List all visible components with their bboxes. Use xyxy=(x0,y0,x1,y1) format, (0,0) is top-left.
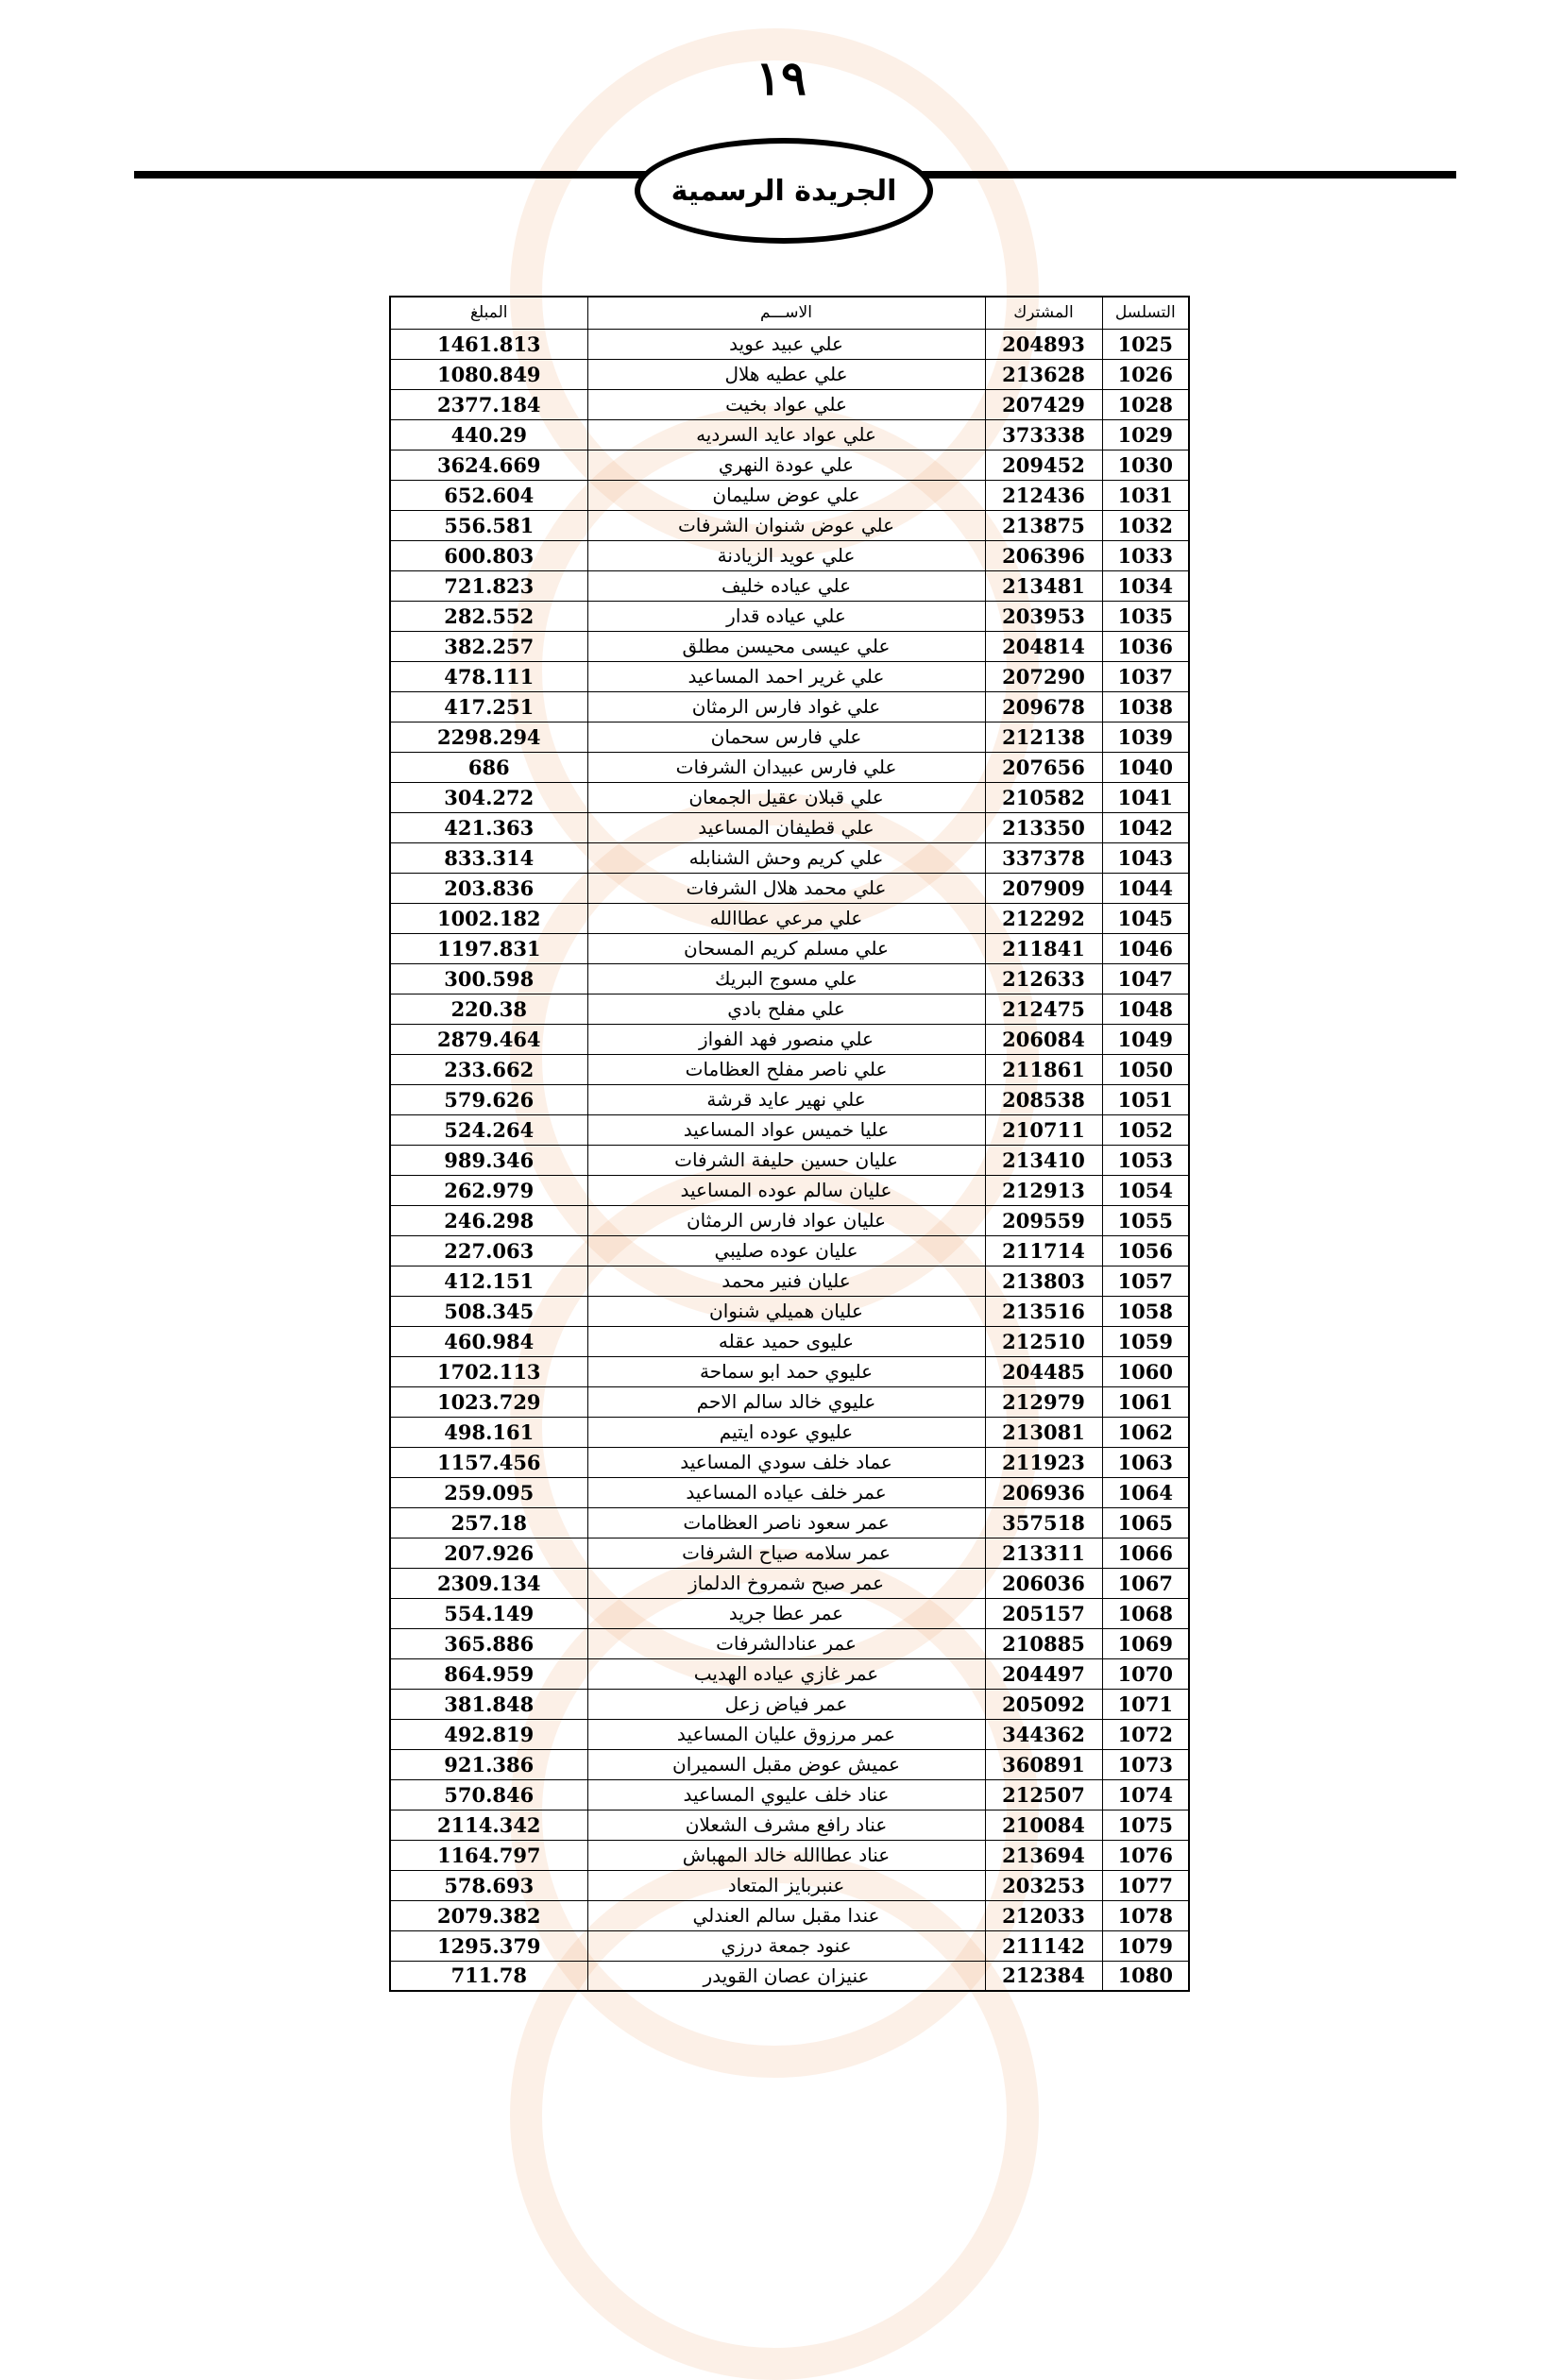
table-row xyxy=(390,1538,1189,1568)
cell-serial: 1064 xyxy=(1102,1477,1189,1507)
cell-subscriber: 204893 xyxy=(985,329,1102,359)
table-row xyxy=(390,1417,1189,1447)
cell-serial: 1028 xyxy=(1102,389,1189,419)
table-header-row xyxy=(390,297,1189,329)
cell-subscriber: 212510 xyxy=(985,1326,1102,1356)
column-header-name: الاســـم xyxy=(587,297,985,329)
cell-name: علي قطيفان المساعيد xyxy=(587,812,985,842)
cell-amount: 300.598 xyxy=(390,963,587,994)
table-row xyxy=(390,419,1189,450)
cell-subscriber: 205157 xyxy=(985,1598,1102,1628)
table-row xyxy=(390,1840,1189,1870)
cell-name: علي عيسى محيسن مطلق xyxy=(587,631,985,661)
cell-name: عليان فنير محمد xyxy=(587,1266,985,1296)
cell-serial: 1066 xyxy=(1102,1538,1189,1568)
cell-serial: 1032 xyxy=(1102,510,1189,540)
cell-serial: 1058 xyxy=(1102,1296,1189,1326)
cell-subscriber: 207909 xyxy=(985,873,1102,903)
cell-name: عمر غازي عياده الهديب xyxy=(587,1658,985,1689)
cell-name: علي قبلان عقيل الجمعان xyxy=(587,782,985,812)
cell-subscriber: 337378 xyxy=(985,842,1102,873)
cell-amount: 246.298 xyxy=(390,1205,587,1235)
cell-serial: 1059 xyxy=(1102,1326,1189,1356)
cell-subscriber: 210582 xyxy=(985,782,1102,812)
cell-amount: 262.979 xyxy=(390,1175,587,1205)
cell-name: علي عواد بخيت xyxy=(587,389,985,419)
cell-name: علي عوض شنوان الشرفات xyxy=(587,510,985,540)
cell-subscriber: 211714 xyxy=(985,1235,1102,1266)
table-row xyxy=(390,1658,1189,1689)
table-row xyxy=(390,1084,1189,1114)
cell-amount: 498.161 xyxy=(390,1417,587,1447)
cell-serial: 1030 xyxy=(1102,450,1189,480)
cell-serial: 1038 xyxy=(1102,691,1189,722)
cell-serial: 1063 xyxy=(1102,1447,1189,1477)
cell-name: علي كريم وحش الشنابله xyxy=(587,842,985,873)
page-number: ١٩ xyxy=(756,50,806,106)
cell-amount: 579.626 xyxy=(390,1084,587,1114)
cell-serial: 1050 xyxy=(1102,1054,1189,1084)
cell-amount: 257.18 xyxy=(390,1507,587,1538)
table-row xyxy=(390,1235,1189,1266)
cell-name: علي نهير عايد قرشة xyxy=(587,1084,985,1114)
cell-amount: 1002.182 xyxy=(390,903,587,933)
cell-amount: 3624.669 xyxy=(390,450,587,480)
cell-amount: 417.251 xyxy=(390,691,587,722)
cell-amount: 508.345 xyxy=(390,1296,587,1326)
cell-name: علي عياده قدار xyxy=(587,601,985,631)
column-header-serial: التسلسل xyxy=(1102,297,1189,329)
cell-serial: 1072 xyxy=(1102,1719,1189,1749)
cell-serial: 1029 xyxy=(1102,419,1189,450)
cell-name: علي غرير احمد المساعيد xyxy=(587,661,985,691)
table-row xyxy=(390,1296,1189,1326)
cell-amount: 1295.379 xyxy=(390,1930,587,1961)
cell-name: عمر عنادالشرفات xyxy=(587,1628,985,1658)
cell-subscriber: 212292 xyxy=(985,903,1102,933)
cell-serial: 1048 xyxy=(1102,994,1189,1024)
table-row xyxy=(390,450,1189,480)
cell-serial: 1065 xyxy=(1102,1507,1189,1538)
table-row xyxy=(390,1175,1189,1205)
cell-subscriber: 212633 xyxy=(985,963,1102,994)
cell-serial: 1053 xyxy=(1102,1145,1189,1175)
cell-amount: 282.552 xyxy=(390,601,587,631)
cell-amount: 1197.831 xyxy=(390,933,587,963)
cell-name: علي عطيه هلال xyxy=(587,359,985,389)
cell-name: علي ناصر مفلح العظامات xyxy=(587,1054,985,1084)
cell-amount: 711.78 xyxy=(390,1961,587,1991)
cell-serial: 1070 xyxy=(1102,1658,1189,1689)
table-row xyxy=(390,540,1189,570)
table-row xyxy=(390,631,1189,661)
cell-serial: 1067 xyxy=(1102,1568,1189,1598)
cell-amount: 382.257 xyxy=(390,631,587,661)
cell-amount: 460.984 xyxy=(390,1326,587,1356)
cell-subscriber: 206396 xyxy=(985,540,1102,570)
table-row xyxy=(390,873,1189,903)
table-row xyxy=(390,1266,1189,1296)
cell-name: عنود جمعة درزي xyxy=(587,1930,985,1961)
table-row xyxy=(390,1870,1189,1900)
cell-amount: 570.846 xyxy=(390,1779,587,1810)
cell-serial: 1037 xyxy=(1102,661,1189,691)
cell-serial: 1076 xyxy=(1102,1840,1189,1870)
cell-serial: 1052 xyxy=(1102,1114,1189,1145)
table-row xyxy=(390,933,1189,963)
table-body xyxy=(390,329,1189,1991)
cell-serial: 1049 xyxy=(1102,1024,1189,1054)
cell-name: عليوي خالد سالم الاحم xyxy=(587,1386,985,1417)
cell-subscriber: 210084 xyxy=(985,1810,1102,1840)
cell-name: عنبربايز المتعاد xyxy=(587,1870,985,1900)
table-row xyxy=(390,691,1189,722)
table-row xyxy=(390,1598,1189,1628)
cell-name: علي مرعي عطاالله xyxy=(587,903,985,933)
cell-amount: 440.29 xyxy=(390,419,587,450)
table-row xyxy=(390,510,1189,540)
cell-amount: 421.363 xyxy=(390,812,587,842)
cell-serial: 1041 xyxy=(1102,782,1189,812)
cell-subscriber: 204497 xyxy=(985,1658,1102,1689)
table-row xyxy=(390,1719,1189,1749)
ledger-table-container xyxy=(389,296,1188,1992)
table-row xyxy=(390,1779,1189,1810)
cell-name: عمر عطا جريد xyxy=(587,1598,985,1628)
cell-subscriber: 211841 xyxy=(985,933,1102,963)
cell-subscriber: 212979 xyxy=(985,1386,1102,1417)
cell-name: عندا مقبل سالم العندلي xyxy=(587,1900,985,1930)
cell-serial: 1062 xyxy=(1102,1417,1189,1447)
table-row xyxy=(390,842,1189,873)
cell-subscriber: 208538 xyxy=(985,1084,1102,1114)
cell-subscriber: 212507 xyxy=(985,1779,1102,1810)
cell-serial: 1074 xyxy=(1102,1779,1189,1810)
table-row xyxy=(390,1568,1189,1598)
cell-amount: 556.581 xyxy=(390,510,587,540)
cell-amount: 2879.464 xyxy=(390,1024,587,1054)
cell-amount: 492.819 xyxy=(390,1719,587,1749)
cell-subscriber: 203253 xyxy=(985,1870,1102,1900)
cell-subscriber: 209678 xyxy=(985,691,1102,722)
cell-serial: 1033 xyxy=(1102,540,1189,570)
cell-amount: 259.095 xyxy=(390,1477,587,1507)
cell-name: علي مفلح بادي xyxy=(587,994,985,1024)
masthead-title: الجريدة الرسمية xyxy=(671,174,897,208)
cell-amount: 600.803 xyxy=(390,540,587,570)
cell-serial: 1077 xyxy=(1102,1870,1189,1900)
table-row xyxy=(390,480,1189,510)
cell-serial: 1025 xyxy=(1102,329,1189,359)
cell-subscriber: 211923 xyxy=(985,1447,1102,1477)
cell-amount: 686 xyxy=(390,752,587,782)
cell-name: عميش عوض مقبل السميران xyxy=(587,1749,985,1779)
cell-subscriber: 207429 xyxy=(985,389,1102,419)
table-row xyxy=(390,1054,1189,1084)
cell-name: علي عوض سليمان xyxy=(587,480,985,510)
cell-amount: 1461.813 xyxy=(390,329,587,359)
table-row xyxy=(390,1447,1189,1477)
cell-subscriber: 210711 xyxy=(985,1114,1102,1145)
table-row xyxy=(390,1628,1189,1658)
cell-name: علي فارس سحمان xyxy=(587,722,985,752)
cell-subscriber: 212138 xyxy=(985,722,1102,752)
table-row xyxy=(390,903,1189,933)
cell-amount: 1164.797 xyxy=(390,1840,587,1870)
cell-name: علي عبيد عويد xyxy=(587,329,985,359)
cell-serial: 1054 xyxy=(1102,1175,1189,1205)
ledger-table xyxy=(389,296,1190,1992)
cell-name: عناد رافع مشرف الشعلان xyxy=(587,1810,985,1840)
cell-subscriber: 213481 xyxy=(985,570,1102,601)
cell-name: عماد خلف سودي المساعيد xyxy=(587,1447,985,1477)
cell-name: علي منصور فهد الفواز xyxy=(587,1024,985,1054)
cell-serial: 1078 xyxy=(1102,1900,1189,1930)
cell-amount: 833.314 xyxy=(390,842,587,873)
cell-subscriber: 344362 xyxy=(985,1719,1102,1749)
column-header-subscriber: المشترك xyxy=(985,297,1102,329)
cell-name: علي مسلم كريم المسحان xyxy=(587,933,985,963)
cell-subscriber: 206084 xyxy=(985,1024,1102,1054)
cell-serial: 1079 xyxy=(1102,1930,1189,1961)
table-row xyxy=(390,1930,1189,1961)
table-row xyxy=(390,1961,1189,1991)
cell-amount: 381.848 xyxy=(390,1689,587,1719)
masthead-oval xyxy=(635,138,933,244)
table-row xyxy=(390,722,1189,752)
cell-amount: 227.063 xyxy=(390,1235,587,1266)
cell-name: عليوي حمد ابو سماحة xyxy=(587,1356,985,1386)
cell-subscriber: 205092 xyxy=(985,1689,1102,1719)
cell-name: علي عياده خليف xyxy=(587,570,985,601)
cell-amount: 478.111 xyxy=(390,661,587,691)
cell-serial: 1071 xyxy=(1102,1689,1189,1719)
cell-name: عمر فياض زعل xyxy=(587,1689,985,1719)
cell-amount: 554.149 xyxy=(390,1598,587,1628)
table-row xyxy=(390,963,1189,994)
table-row xyxy=(390,994,1189,1024)
table-row xyxy=(390,1507,1189,1538)
cell-amount: 2114.342 xyxy=(390,1810,587,1840)
table-row xyxy=(390,812,1189,842)
cell-amount: 304.272 xyxy=(390,782,587,812)
cell-serial: 1044 xyxy=(1102,873,1189,903)
cell-amount: 989.346 xyxy=(390,1145,587,1175)
cell-amount: 1023.729 xyxy=(390,1386,587,1417)
cell-name: عليان عواد فارس الرمثان xyxy=(587,1205,985,1235)
cell-subscriber: 213516 xyxy=(985,1296,1102,1326)
cell-serial: 1073 xyxy=(1102,1749,1189,1779)
table-row xyxy=(390,1900,1189,1930)
cell-serial: 1060 xyxy=(1102,1356,1189,1386)
cell-amount: 233.662 xyxy=(390,1054,587,1084)
cell-serial: 1047 xyxy=(1102,963,1189,994)
cell-subscriber: 213803 xyxy=(985,1266,1102,1296)
cell-amount: 578.693 xyxy=(390,1870,587,1900)
cell-amount: 1080.849 xyxy=(390,359,587,389)
cell-subscriber: 213628 xyxy=(985,359,1102,389)
cell-amount: 2377.184 xyxy=(390,389,587,419)
cell-amount: 1702.113 xyxy=(390,1356,587,1386)
cell-serial: 1031 xyxy=(1102,480,1189,510)
cell-name: عليوي عوده ايتيم xyxy=(587,1417,985,1447)
table-row xyxy=(390,389,1189,419)
table-row xyxy=(390,329,1189,359)
cell-subscriber: 213875 xyxy=(985,510,1102,540)
cell-amount: 2079.382 xyxy=(390,1900,587,1930)
cell-name: علي عويد الزيادنة xyxy=(587,540,985,570)
cell-subscriber: 213410 xyxy=(985,1145,1102,1175)
cell-subscriber: 209452 xyxy=(985,450,1102,480)
cell-amount: 2298.294 xyxy=(390,722,587,752)
cell-subscriber: 206036 xyxy=(985,1568,1102,1598)
cell-amount: 203.836 xyxy=(390,873,587,903)
table-row xyxy=(390,359,1189,389)
table-row xyxy=(390,1326,1189,1356)
cell-subscriber: 207290 xyxy=(985,661,1102,691)
cell-serial: 1039 xyxy=(1102,722,1189,752)
cell-serial: 1068 xyxy=(1102,1598,1189,1628)
cell-serial: 1080 xyxy=(1102,1961,1189,1991)
cell-subscriber: 212436 xyxy=(985,480,1102,510)
cell-serial: 1040 xyxy=(1102,752,1189,782)
cell-serial: 1075 xyxy=(1102,1810,1189,1840)
cell-name: علي مسوج البريك xyxy=(587,963,985,994)
cell-amount: 207.926 xyxy=(390,1538,587,1568)
cell-name: عمر سلامه صياح الشرفات xyxy=(587,1538,985,1568)
table-row xyxy=(390,1114,1189,1145)
table-row xyxy=(390,752,1189,782)
cell-serial: 1042 xyxy=(1102,812,1189,842)
cell-amount: 1157.456 xyxy=(390,1447,587,1477)
table-row xyxy=(390,661,1189,691)
cell-name: عليان سالم عوده المساعيد xyxy=(587,1175,985,1205)
cell-name: عناد عطاالله خالد المهباش xyxy=(587,1840,985,1870)
cell-amount: 524.264 xyxy=(390,1114,587,1145)
cell-amount: 220.38 xyxy=(390,994,587,1024)
cell-name: عمر مرزوق عليان المساعيد xyxy=(587,1719,985,1749)
cell-subscriber: 207656 xyxy=(985,752,1102,782)
table-row xyxy=(390,1356,1189,1386)
cell-subscriber: 203953 xyxy=(985,601,1102,631)
cell-name: عليوى حميد عقله xyxy=(587,1326,985,1356)
cell-subscriber: 212475 xyxy=(985,994,1102,1024)
table-row xyxy=(390,1749,1189,1779)
cell-amount: 921.386 xyxy=(390,1749,587,1779)
cell-name: علي غواد فارس الرمثان xyxy=(587,691,985,722)
cell-serial: 1035 xyxy=(1102,601,1189,631)
cell-name: علي عودة النهري xyxy=(587,450,985,480)
cell-serial: 1069 xyxy=(1102,1628,1189,1658)
cell-serial: 1056 xyxy=(1102,1235,1189,1266)
cell-subscriber: 209559 xyxy=(985,1205,1102,1235)
cell-serial: 1043 xyxy=(1102,842,1189,873)
cell-subscriber: 211142 xyxy=(985,1930,1102,1961)
cell-serial: 1046 xyxy=(1102,933,1189,963)
column-header-amount: المبلغ xyxy=(390,297,587,329)
cell-name: عنيزان عصان القويدر xyxy=(587,1961,985,1991)
cell-name: عمر صبح شمروخ الدلماز xyxy=(587,1568,985,1598)
cell-serial: 1034 xyxy=(1102,570,1189,601)
cell-subscriber: 213311 xyxy=(985,1538,1102,1568)
cell-name: علي محمد هلال الشرفات xyxy=(587,873,985,903)
cell-subscriber: 204485 xyxy=(985,1356,1102,1386)
table-row xyxy=(390,1145,1189,1175)
cell-subscriber: 213694 xyxy=(985,1840,1102,1870)
table-row xyxy=(390,782,1189,812)
cell-amount: 721.823 xyxy=(390,570,587,601)
cell-amount: 864.959 xyxy=(390,1658,587,1689)
cell-subscriber: 213350 xyxy=(985,812,1102,842)
cell-amount: 412.151 xyxy=(390,1266,587,1296)
table-row xyxy=(390,570,1189,601)
cell-subscriber: 357518 xyxy=(985,1507,1102,1538)
cell-serial: 1055 xyxy=(1102,1205,1189,1235)
table-row xyxy=(390,1024,1189,1054)
cell-subscriber: 212033 xyxy=(985,1900,1102,1930)
table-row xyxy=(390,1810,1189,1840)
table-row xyxy=(390,1205,1189,1235)
cell-name: عمر سعود ناصر العظامات xyxy=(587,1507,985,1538)
cell-amount: 2309.134 xyxy=(390,1568,587,1598)
table-row xyxy=(390,1477,1189,1507)
cell-serial: 1051 xyxy=(1102,1084,1189,1114)
cell-subscriber: 204814 xyxy=(985,631,1102,661)
cell-name: علي عواد عايد السرديه xyxy=(587,419,985,450)
cell-name: عليان حسين حليفة الشرفات xyxy=(587,1145,985,1175)
cell-subscriber: 212913 xyxy=(985,1175,1102,1205)
cell-name: عليا خميس عواد المساعيد xyxy=(587,1114,985,1145)
cell-name: عليان عوده صليبي xyxy=(587,1235,985,1266)
cell-subscriber: 206936 xyxy=(985,1477,1102,1507)
cell-subscriber: 373338 xyxy=(985,419,1102,450)
cell-amount: 652.604 xyxy=(390,480,587,510)
cell-serial: 1061 xyxy=(1102,1386,1189,1417)
cell-serial: 1057 xyxy=(1102,1266,1189,1296)
cell-name: علي فارس عبيدان الشرفات xyxy=(587,752,985,782)
cell-subscriber: 211861 xyxy=(985,1054,1102,1084)
cell-serial: 1045 xyxy=(1102,903,1189,933)
cell-name: عناد خلف عليوي المساعيد xyxy=(587,1779,985,1810)
cell-serial: 1036 xyxy=(1102,631,1189,661)
cell-name: عليان هميلي شنوان xyxy=(587,1296,985,1326)
table-row xyxy=(390,1386,1189,1417)
table-row xyxy=(390,1689,1189,1719)
cell-subscriber: 360891 xyxy=(985,1749,1102,1779)
cell-serial: 1026 xyxy=(1102,359,1189,389)
cell-subscriber: 213081 xyxy=(985,1417,1102,1447)
cell-name: عمر خلف عياده المساعيد xyxy=(587,1477,985,1507)
cell-subscriber: 212384 xyxy=(985,1961,1102,1991)
cell-subscriber: 210885 xyxy=(985,1628,1102,1658)
table-row xyxy=(390,601,1189,631)
cell-amount: 365.886 xyxy=(390,1628,587,1658)
